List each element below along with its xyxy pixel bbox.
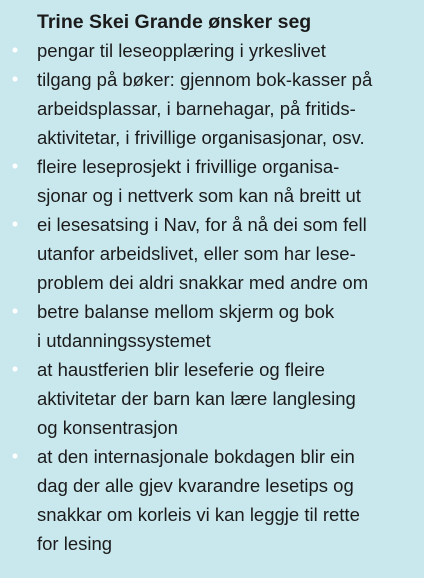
list-item: [10, 442, 410, 558]
list-item: [10, 210, 410, 297]
item-text-line: tilgang på bøker: gjennom bok-kasser på: [37, 69, 373, 90]
list-item: [10, 297, 410, 355]
item-text-line: ei lesesatsing i Nav, for å nå dei som fell: [37, 214, 367, 235]
bullet-icon: •: [11, 446, 19, 466]
item-text-line: betre balanse mellom skjerm og bok: [37, 301, 335, 322]
bullet-icon: •: [11, 214, 19, 234]
list-item: [10, 65, 410, 152]
bullet-icon: •: [11, 69, 19, 89]
item-text-line: pengar til leseopplæring i yrkeslivet: [37, 40, 326, 61]
item-text-line: utanfor arbeidslivet, eller som har lese-: [37, 243, 356, 264]
item-text-line: at haustferien blir leseferie og fleire: [37, 359, 325, 380]
item-text-line: arbeidsplassar, i barnehagar, på fritids-: [37, 98, 356, 119]
wish-list: [10, 36, 410, 558]
item-text-line: problem dei aldri snakkar med andre om: [37, 272, 369, 293]
bullet-icon: •: [11, 40, 19, 60]
item-text-line: snakkar om korleis vi kan leggje til rette: [37, 504, 360, 525]
bullet-icon: •: [11, 359, 19, 379]
item-text-line: at den internasjonale bokdagen blir ein: [37, 446, 355, 467]
item-text-line: fleire leseprosjekt i frivillige organisa-: [37, 156, 340, 177]
item-text-line: dag der alle gjev kvarandre lesetips og: [37, 475, 354, 496]
list-item: [10, 36, 410, 65]
item-text-line: for lesing: [37, 533, 113, 554]
box-title: Trine Skei Grande ønsker seg: [37, 11, 312, 33]
list-item: [10, 355, 410, 442]
item-text-line: aktivitetar der barn kan lære langlesing: [37, 388, 356, 409]
item-text-line: aktivitetar, i frivillige organisasjonar, osv.: [37, 127, 365, 148]
bullet-icon: •: [11, 156, 19, 176]
bullet-icon: •: [11, 301, 19, 321]
item-text-line: og konsentrasjon: [37, 417, 178, 438]
list-item: [10, 152, 410, 210]
item-text-line: sjonar og i nettverk som kan nå breitt ut: [37, 185, 361, 206]
item-text-line: i utdanningssystemet: [37, 330, 211, 351]
